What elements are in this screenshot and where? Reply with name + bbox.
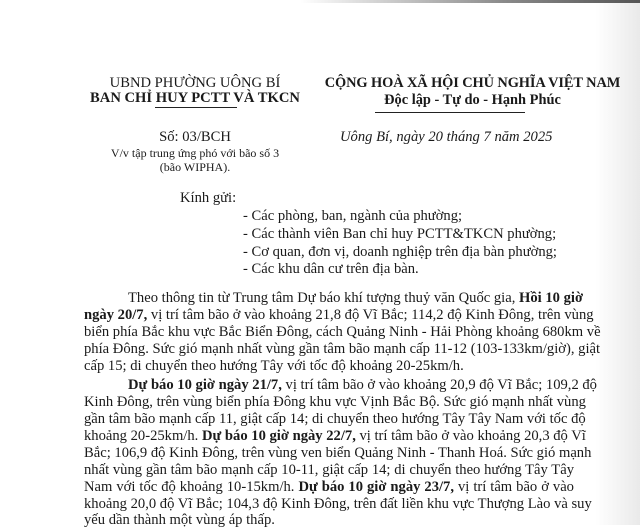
- bold-timestamp: Hồi 10 giờ: [519, 290, 584, 306]
- committee-underline: [155, 107, 237, 108]
- body-line: Dự báo 10 giờ ngày 21/7, vị trí tâm bão ở vào khoảng 20,9 độ Vĩ Bắc; 109,2 độ: [128, 377, 597, 393]
- body-line: Bắc; 106,9 độ Kinh Đông, trên vùng ven biển Quảng Ninh - Thanh Hoá. Sức gió mạnh: [84, 445, 592, 461]
- body-line: yếu dần thành một vùng áp thấp.: [84, 512, 275, 528]
- subject-line-1: V/v tập trung ứng phó với bão số 3: [110, 146, 280, 160]
- body-line: Nam với tốc độ khoảng 10-15km/h. Dự báo 10 giờ ngày 23/7, vị trí tâm bão ở vào: [84, 479, 574, 495]
- recipient-item: - Các phòng, ban, ngành của phường;: [243, 208, 463, 224]
- bold-forecast: Dự báo 10 giờ ngày 22/7,: [201, 428, 356, 444]
- issuing-committee: BAN CHỈ HUY PCTT VÀ TKCN: [90, 90, 300, 106]
- recipient-item: - Cơ quan, đơn vị, doanh nghiệp trên địa bàn phường;: [243, 244, 557, 260]
- recipient-item: - Các thành viên Ban chỉ huy PCTT&TKCN phường;: [243, 226, 557, 242]
- national-motto: Độc lập - Tự do - Hạnh Phúc: [384, 92, 561, 108]
- place-and-date: Uông Bí, ngày 20 tháng 7 năm 2025: [340, 129, 553, 145]
- body-line: Kinh Đông, trên vùng biển phía Đông khu vực Vịnh Bắc Bộ. Sức gió mạnh nhất vùng: [84, 394, 586, 410]
- bold-forecast: Dự báo 10 giờ ngày 23/7,: [298, 479, 454, 495]
- body-line: cấp 15; di chuyển theo hướng Tây với tốc độ khoảng 20-25km/h.: [84, 358, 464, 374]
- body-line: khoảng 20,0 độ Vĩ Bắc; 104,3 độ Kinh Đông, trên đất liền khu vực Thượng Lào và suy: [84, 496, 592, 512]
- subject-line-2: (bão WIPHA).: [159, 160, 231, 174]
- recipient-item: - Các khu dân cư trên địa bàn.: [243, 261, 419, 277]
- body-line: nhất vùng gần tâm bão mạnh cấp 10-11, giật cấp 14; di chuyển theo hướng Tây Tây: [84, 462, 574, 478]
- bold-timestamp: ngày 20/7,: [84, 307, 148, 323]
- recipients-greeting: Kính gửi:: [180, 190, 237, 206]
- body-line: ngày 20/7, vị trí tâm bão ở vào khoảng 21,8 độ Vĩ Bắc; 114,2 độ Kinh Đông, trên vùng: [84, 307, 594, 323]
- national-title: CỘNG HOÀ XÃ HỘI CHỦ NGHĨA VIỆT NAM: [324, 75, 621, 91]
- body-line: khoảng 20-25km/h. Dự báo 10 giờ ngày 22/7, vị trí tâm bão ở vào khoảng 20,3 độ Vĩ: [84, 428, 586, 444]
- body-line: gần tâm bão mạnh cấp 11, giật cấp 14; di chuyển theo hướng Tây Tây Nam với tốc độ: [84, 411, 586, 427]
- body-line: biển phía Bắc khu vực Bắc Biển Đông, cách Quảng Ninh - Hải Phòng khoảng 680km về: [84, 324, 601, 340]
- bold-forecast: Dự báo 10 giờ ngày 21/7,: [128, 377, 282, 393]
- scan-edge-shadow: [300, 0, 640, 3]
- issuing-authority: UBND PHƯỜNG UÔNG BÍ: [109, 75, 281, 91]
- document-number: Số: 03/BCH: [159, 129, 231, 145]
- body-line: Theo thông tin từ Trung tâm Dự báo khí tượng thuỷ văn Quốc gia, Hồi 10 giờ: [128, 290, 584, 306]
- body-line: phía Đông. Sức gió mạnh nhất vùng gần tâm bão mạnh cấp 11-12 (103-133km/giờ), giật: [84, 341, 601, 357]
- motto-underline: [375, 112, 525, 113]
